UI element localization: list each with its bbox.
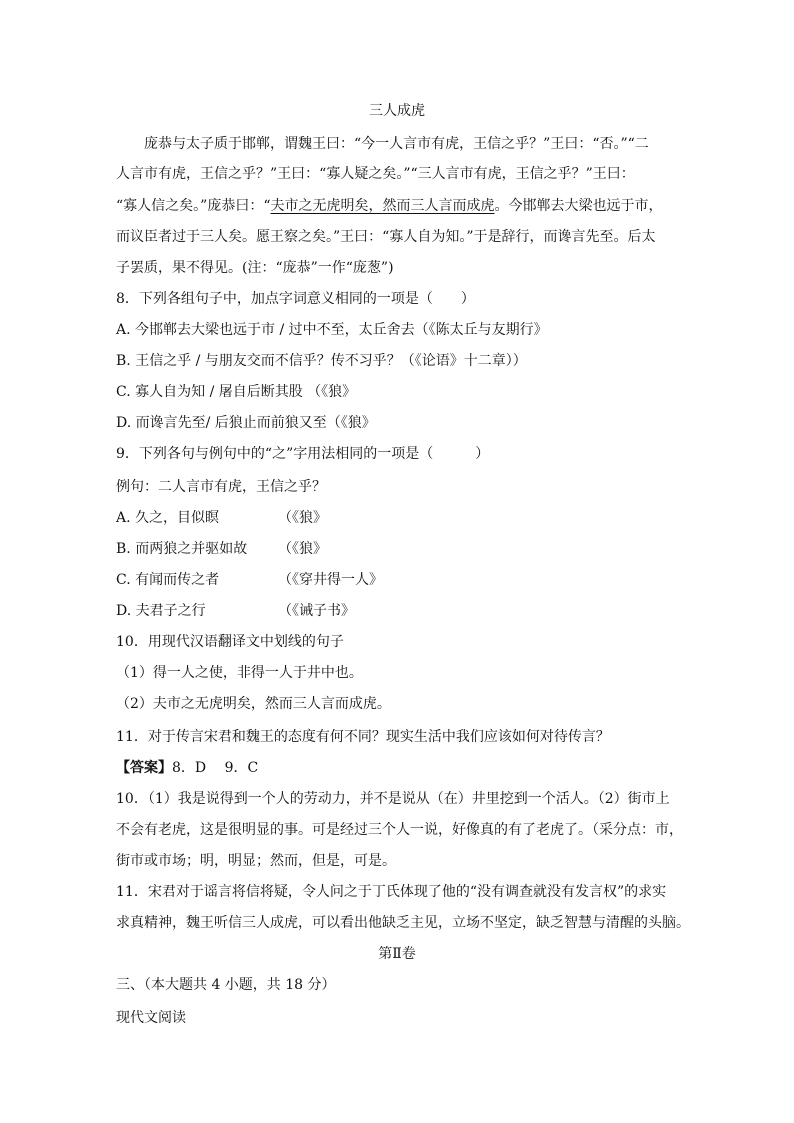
question-8-option-d: D. 而谗言先至/ 后狼止而前狼又至（《狼》 bbox=[116, 415, 376, 431]
passage-text: “寡人信之矣。”庞恭曰：“ bbox=[116, 198, 271, 214]
passage-line: 而议臣者过于三人矣。愿王察之矣。”王曰：“寡人自为知。”于是辞行，而谗言先至。后太 bbox=[116, 229, 656, 245]
option-text: A. 久之，目似瞑 bbox=[116, 510, 220, 526]
section-subheading: 现代文阅读 bbox=[116, 1010, 186, 1026]
passage-line: 子罢质，果不得见。(注：“庞恭”一作“庞葱”) bbox=[116, 260, 394, 276]
question-11-stem: 11．对于传言宋君和魏王的态度有何不同？现实生活中我们应该如何对待传言？ bbox=[116, 729, 610, 745]
answer-10-line: 10．（1）我是说得到一个人的劳动力，并不是说从（在）井里挖到一个活人。（2）街市上 bbox=[116, 791, 670, 807]
question-8-option-b: B. 王信之乎 / 与朋友交而不信乎？传不习乎？（《论语》十二章）） bbox=[116, 353, 527, 369]
question-8-option-a: A. 今邯郸去大梁也远于市 / 过中不至，太丘舍去（《陈太丘与友期行》 bbox=[116, 322, 548, 338]
option-source: （《狼》 bbox=[278, 510, 327, 526]
answer-11-line: 11．宋君对于谣言将信将疑，令人问之于丁氏体现了他的“没有调查就没有发言权”的求实 bbox=[116, 884, 667, 900]
passage-line: 人言市有虎，王信之乎？”王曰：“寡人疑之矣。”“三人言市有虎，王信之乎？”王曰： bbox=[116, 166, 635, 182]
answer-10-line: 不会有老虎，这是很明显的事。可是经过三个人一说，好像真的有了老虎了。（采分点：市， bbox=[116, 822, 683, 838]
answer-8-9: 8．D 9．C bbox=[172, 760, 259, 776]
question-9-option bbox=[116, 601, 676, 621]
question-9-option bbox=[116, 570, 676, 590]
question-9-option bbox=[116, 508, 676, 528]
option-text: B. 而两狼之并驱如故 bbox=[116, 541, 248, 557]
option-source: （《穿井得一人》 bbox=[278, 572, 383, 588]
option-source: （《狼》 bbox=[278, 541, 327, 557]
question-10-stem: 10．用现代汉语翻译文中划线的句子 bbox=[116, 634, 344, 650]
question-9-stem: 9．下列各句与例句中的“之”字用法相同的一项是（ ） bbox=[116, 446, 490, 462]
question-10-sentence-1: （1）得一人之使，非得一人于井中也。 bbox=[116, 665, 363, 681]
passage-text: 。今邯郸去大梁也远于市， bbox=[494, 198, 663, 214]
passage-line bbox=[116, 196, 676, 216]
answer-label: 【答案】 bbox=[116, 760, 172, 776]
answer-10-line: 街市或市场；明，明显；然而，但是，可是。 bbox=[116, 853, 396, 869]
question-9-option bbox=[116, 539, 676, 559]
option-text: C. 有闻而传之者 bbox=[116, 572, 220, 588]
answer-line bbox=[116, 758, 676, 778]
question-8-option-c: C. 寡人自为知 / 屠自后断其股 （《狼》 bbox=[116, 384, 357, 400]
section-heading: 三、（本大题共 4 小题，共 18 分） bbox=[116, 977, 336, 993]
answer-11-line: 求真精神，魏王听信三人成虎，可以看出他缺乏主见，立场不坚定，缺乏智慧与清醒的头脑。 bbox=[116, 915, 690, 931]
question-10-sentence-2: （2）夫市之无虎明矣，然而三人言而成虎。 bbox=[116, 696, 391, 712]
underlined-sentence: 夫市之无虎明矣，然而三人言而成虎 bbox=[270, 198, 495, 214]
part-2-title: 第Ⅱ卷 bbox=[378, 946, 416, 962]
question-9-example: 例句：二人言市有虎，王信之乎？ bbox=[116, 479, 326, 495]
passage-title: 三人成虎 bbox=[369, 103, 425, 119]
option-text: D. 夫君子之行 bbox=[116, 603, 206, 619]
option-source: （《诫子书》 bbox=[278, 603, 355, 619]
question-8-stem: 8．下列各组句子中，加点字词意义相同的一项是（ ） bbox=[116, 291, 475, 307]
passage-line: 庞恭与太子质于邯郸，谓魏王曰：“今一人言市有虎，王信之乎？”王曰：“否。”“二 bbox=[144, 136, 649, 152]
